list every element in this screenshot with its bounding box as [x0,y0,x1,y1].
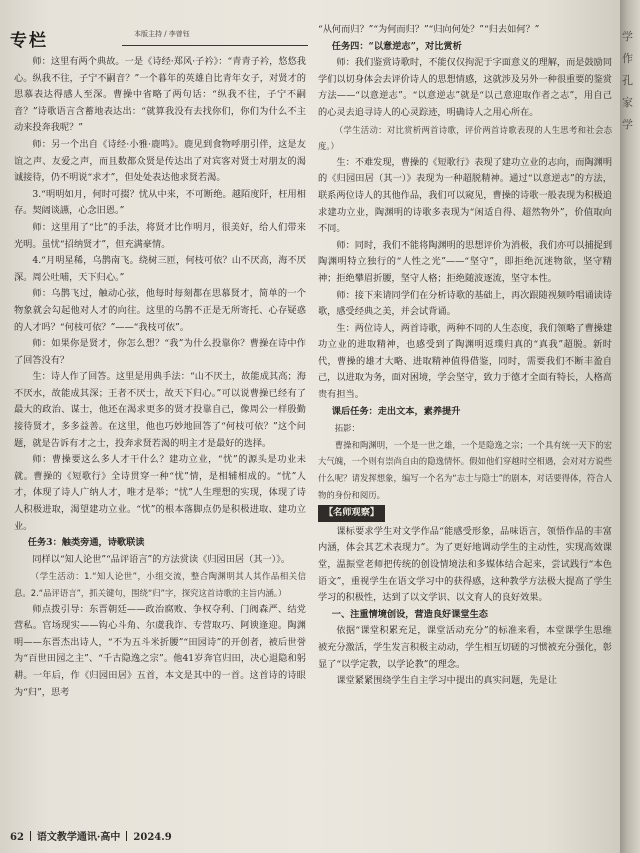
activity-note: （学生活动：对比赏析两首诗歌，评价两首诗歌表现的人生思考和社会态度。） [318,124,612,152]
teacher-observation-label [318,503,612,524]
paragraph: 师：曹操要这么多人才干什么？建功立业，“忧”的源头是功业未就。曹操的《短歌行》全诗贯穿一种“忧”情，是相辅相成的。“忧”人才，体现了诗人广纳人才，唯才是举；“忧”人生理想的实现，体现了诗人积极进取，渴望建功立业。“忧”的根本落脚点仍是积极进取、建功立业。 [14,454,306,532]
activity-note: 曹操和陶渊明，一个是一世之雄，一个是隐逸之宗；一个具有统一天下的宏大气魄，一个则有崇尚自由的隐逸情怀。假如他们穿越时空相遇，会对对方说些什么呢？请发挥想象，编写一个名为“志士与隐士”的剧本，对话要得体，符合人物的身份和阅历。 [318,439,612,500]
paragraph: 生：诗人作了回答。这里是用典手法：“山不厌土，故能成其高；海不厌水，故能成其深；王者不厌士，故天下归心。”可以说曹操已经有了最大的政治、谋士，他还在渴求更多的贤才投靠自己，像周公一样殷勤接待贤才，多多益善。在这里，他也巧妙地回答了“何枝可依？”这个问题，就是告诉有才之士，投奔求贤若渴的明主才是最好的选择。 [14,371,306,449]
paragraph: 4.“月明星稀，乌鹊南飞。绕树三匝，何枝可依？山不厌高，海不厌深。周公吐哺，天下归心。” [14,255,306,283]
next-page-edge [620,0,640,853]
footer-divider [126,831,127,841]
column-host: 本版主持 / 李曾钰 [134,30,190,38]
page-footer [10,828,310,846]
side-char: 孔 [622,74,633,87]
activity-note: （学生活动：1.“知人论世”，小组交流，整合陶渊明其人其作品相关信息。2.“品评语言”，抓关键句，围绕“归”字，探究这首诗歌的主旨内涵。） [14,571,306,598]
paragraph: 师：接下来请同学们在分析诗歌的基础上，再次跟随视频吟唱诵读诗歌，感受经典之美，并会试背诵。 [318,289,613,318]
side-char: 学 [622,30,633,43]
paragraph: 师：乌鹊飞过，触动心弦，他每时每刻都在思慕贤才，简单的一个物象就会勾起他对人才的向往。这里的乌鹊不正是无所寄托、心存疑惑的人才吗？“何枝可依？”——“我枝可依”。 [14,288,306,333]
paragraph: 课堂紧紧围绕学生自主学习中提出的真实问题，先是让 [336,675,557,687]
side-char: 学 [622,118,633,131]
activity-note: 拓影： [334,423,360,434]
column-header [10,26,310,50]
paragraph: 同样以“知人论世”“品评语言”的方法赏读《归园田居（其一）》。 [32,553,291,565]
paragraph: “从何而归？”“为何而归？”“归向何处？”“归去如何？” [318,24,540,35]
side-char: 家 [622,96,633,109]
left-text-column [14,54,306,701]
paragraph: 生：不难发现，曹操的《短歌行》表现了建功立业的志向，而陶渊明的《归园田居（其一）》表现为一种超脱精神。通过“以意逆志”的方法，联系两位诗人的其他作品，我们可以窥见，曹操的诗歌一般表现为积极追求建功立业，陶渊明的诗歌多表现为“闲适自得、超然物外”，价值取向不同。 [318,156,613,235]
paragraph: 师：我们鉴赏诗歌时，不能仅仅拘泥于字面意义的理解，而是鼓励同学们以切身体会去评价诗人的思想情感，这就涉及另外一种很重要的鉴赏方法——“以意逆志”。“以意逆志”就是“以己意迎取作者之志”，用自己的心灵去追寻诗人的心灵踪迹，明确诗人之用心所在。 [318,57,613,118]
paragraph: 生：两位诗人，两首诗歌，两种不同的人生态度，我们领略了曹操建功立业的进取精神，也感受到了陶渊明返璞归真的“真我”超脱。新时代，曹操的雄才大略、进取精神值得借鉴，同时，需要我们不断丰盈自己，以进取为务，面对困境，学会坚守，致力于德才全面有特长，人格高贵有担当。 [318,322,613,401]
observation-badge: 【名师观察】 [318,505,385,522]
paragraph: 师点拨引导：东晋朝廷——政治腐败、争权夺利、门阀森严、结党营私。官场现实——钩心斗角、尔虞我诈、专营取巧、阿谀逢迎。陶渊明——东晋杰出诗人，“不为五斗米折腰”“田园诗”的开创者，被后世誉为“百世田园之主”、“千古隐逸之宗”。他41岁奔官归田，决心退隐和躬耕。一年后，作《归园田居》五首，本文是其中的一首。这首诗的诗眼为“归”，思考 [14,603,306,698]
column-title: 专栏 [10,30,48,51]
paragraph: 课标要求学生对文学作品“能感受形象，品味语言，领悟作品的丰富内涵，体会其艺术表现力”。为了更好地调动学生的主动性，实现高效课堂，温振堂老师把传统的创设情境法和多媒体结合起来，尝试践行“本色语文”，重视学生在语文学习中的获得感，这种教学方法极大提高了学生学习的积极性，达到了以文学识、以文育人的良好效果。 [318,525,612,604]
section-heading: 一、注重情境创设，营造良好课堂生态 [331,608,488,620]
paragraph: 师：同时，我们不能将陶渊明的思想评价为消极，我们亦可以捕捉到陶渊明特立独行的“人性之光”——“坚守”，即拒绝沉迷物欲，坚守精神；拒绝攀眉折腰，坚守人格；拒绝随波逐流，坚守本性。 [318,239,613,284]
header-rule [122,45,308,46]
paragraph: 依据“课堂积累充足，课堂活动充分”的标准来看，本堂课学生思维被充分激活，学生发言积极主动动，学生相互切磋的习惯被充分强化，彰显了“以学定教，以学论教”的理念。 [318,625,612,670]
section-heading: 任务四：“以意逆志”，对比赏析 [331,40,462,52]
section-heading: 课后任务：走出文本，素养提升 [331,405,461,417]
issue-date: 2024.9 [133,832,172,843]
paragraph: 3.“明明如月，何时可掇？忧从中来，不可断绝。越陌度阡，枉用相存。契阔谈讌，心念旧恩。” [14,188,306,217]
paragraph: 师：如果你是贤才，你怎么想？“我”为什么投靠你？曹操在诗中作了回答没有？ [14,338,306,366]
paragraph: 师：这里用了“比”的手法，将贤才比作明月，很美好，给人们带来光明。虽忧“招纳贤才”，但充满豪情。 [14,221,306,250]
paragraph: 师：这里有两个典故。一是《诗经·郑风·子衿》：“青青子衿，悠悠我心。纵我不往，子宁不嗣音？”一个暮年的英雄自比青年女子，对贤才的思慕表达得感人至深。曹操中省略了两句话：“纵我不往，子宁不嗣音？”诗歌语言含蓄地表达出：“就算我没有去找你们，你们为什么不主动来投奔我呢？” [14,56,306,134]
footer-divider [30,831,31,841]
right-text-column [318,22,612,690]
page-number: 62 [10,832,24,843]
section-heading: 任务3：触类旁通，诗歌联读 [27,537,145,549]
journal-name: 语文教学通讯·高中 [36,832,121,843]
paragraph: 师：另一个出自《诗经·小雅·鹿鸣》。鹿见到食物呼朋引伴，这是友谊之声、友爱之声，而且数都众贤是传达出了对宾客对贤士对朋友的渴诚接待，仍不明说“求才”，但处处表达他求贤若渴。 [14,138,306,184]
side-char: 作 [622,52,633,65]
